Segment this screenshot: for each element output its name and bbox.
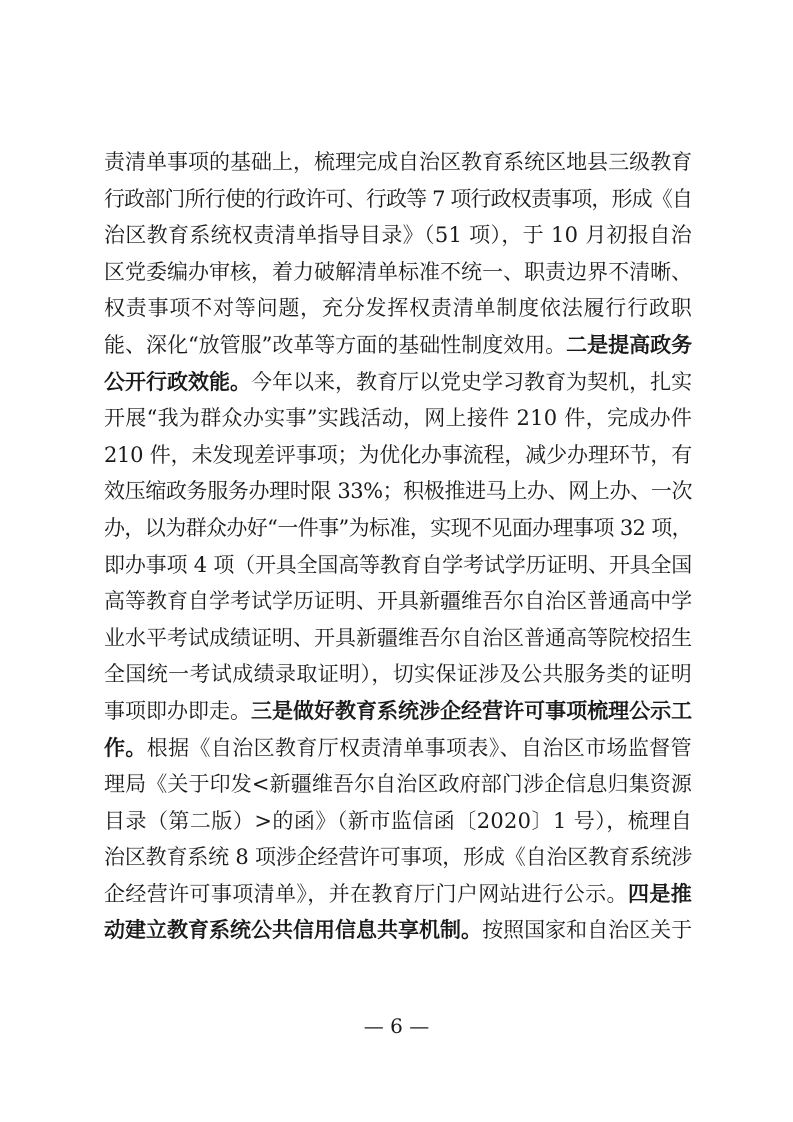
text-segment: 目录（第二版）>的函》（新市监信函〔2020〕1 号），梳理自 — [104, 808, 692, 833]
page-number: — 6 — — [363, 1014, 430, 1038]
text-line — [104, 327, 692, 364]
text-line — [104, 912, 692, 949]
text-line — [104, 437, 692, 474]
text-segment: 企经营许可事项清单》，并在教育厅门户网站进行公示。 — [104, 881, 628, 906]
bold-heading-phrase: 四是推 — [627, 880, 692, 906]
text-segment: 按照国家和自治区关于 — [482, 918, 693, 943]
text-line — [104, 254, 692, 291]
text-line — [104, 510, 692, 547]
text-line — [104, 181, 692, 218]
bold-heading-phrase: 动建立教育系统公共信用信息共享机制。 — [104, 917, 483, 943]
text-line — [104, 144, 692, 181]
text-line — [104, 730, 692, 767]
text-line — [104, 803, 692, 840]
text-segment: 办，以为群众办好“一件事”为标准，实现不见面办理事项 32 项， — [104, 515, 692, 540]
body-text — [104, 144, 692, 949]
text-segment: 210 件，未发现差评事项；为优化办事流程，减少办理环节，有 — [104, 442, 692, 467]
text-line — [104, 656, 692, 693]
text-line — [104, 547, 692, 584]
text-segment: 业水平考试成绩证明、开具新疆维吾尔自治区普通高等院校招生 — [104, 625, 692, 650]
text-line — [104, 217, 692, 254]
text-segment: 高等教育自学考试学历证明、开具新疆维吾尔自治区普通高中学 — [104, 589, 692, 614]
text-line — [104, 876, 692, 913]
text-line — [104, 620, 692, 657]
text-segment: 能、深化“放管服”改革等方面的基础性制度效用。 — [104, 332, 567, 357]
text-segment: 治区教育系统 8 项涉企经营许可事项，形成《自治区教育系统涉 — [104, 845, 692, 870]
text-segment: 治区教育系统权责清单指导目录》（51 项），于 10 月初报自治 — [104, 223, 692, 248]
text-segment: 理局《关于印发<新疆维吾尔自治区政府部门涉企信息归集资源 — [104, 772, 692, 797]
bold-heading-phrase: 三是做好教育系统涉企经营许可事项梳理公示工 — [251, 697, 692, 723]
text-line — [104, 693, 692, 730]
text-line — [104, 400, 692, 437]
text-segment: 今年以来，教育厅以党史学习教育为契机，扎实 — [251, 369, 692, 394]
text-segment: 责清单事项的基础上，梳理完成自治区教育系统区地县三级教育 — [104, 150, 692, 174]
text-segment: 全国统一考试成绩录取证明），切实保证涉及公共服务类的证明 — [104, 662, 692, 687]
text-segment: 效压缩政务服务办理时限 33%；积极推进马上办、网上办、一次 — [104, 479, 692, 504]
text-segment: 开展“我为群众办实事”实践活动，网上接件 210 件，完成办件 — [104, 406, 693, 431]
text-line — [104, 766, 692, 803]
text-segment: 区党委编办审核，着力破解清单标准不统一、职责边界不清晰、 — [104, 259, 692, 284]
bold-heading-phrase: 二是提高政务 — [566, 331, 693, 357]
text-line — [104, 583, 692, 620]
bold-heading-phrase: 作。 — [104, 734, 147, 760]
bold-heading-phrase: 公开行政效能。 — [104, 368, 252, 394]
text-line — [104, 364, 692, 401]
text-line — [104, 290, 692, 327]
text-line — [104, 839, 692, 876]
text-segment: 事项即办即走。 — [104, 698, 252, 723]
text-line — [104, 473, 692, 510]
text-segment: 即办事项 4 项（开具全国高等教育自学考试学历证明、开具全国 — [104, 552, 692, 577]
text-segment: 根据《自治区教育厅权责清单事项表》、自治区市场监督管 — [146, 735, 692, 760]
text-segment: 权责事项不对等问题，充分发挥权责清单制度依法履行行政职 — [104, 296, 692, 321]
text-segment: 行政部门所行使的行政许可、行政等 7 项行政权责事项，形成《自 — [104, 186, 692, 211]
